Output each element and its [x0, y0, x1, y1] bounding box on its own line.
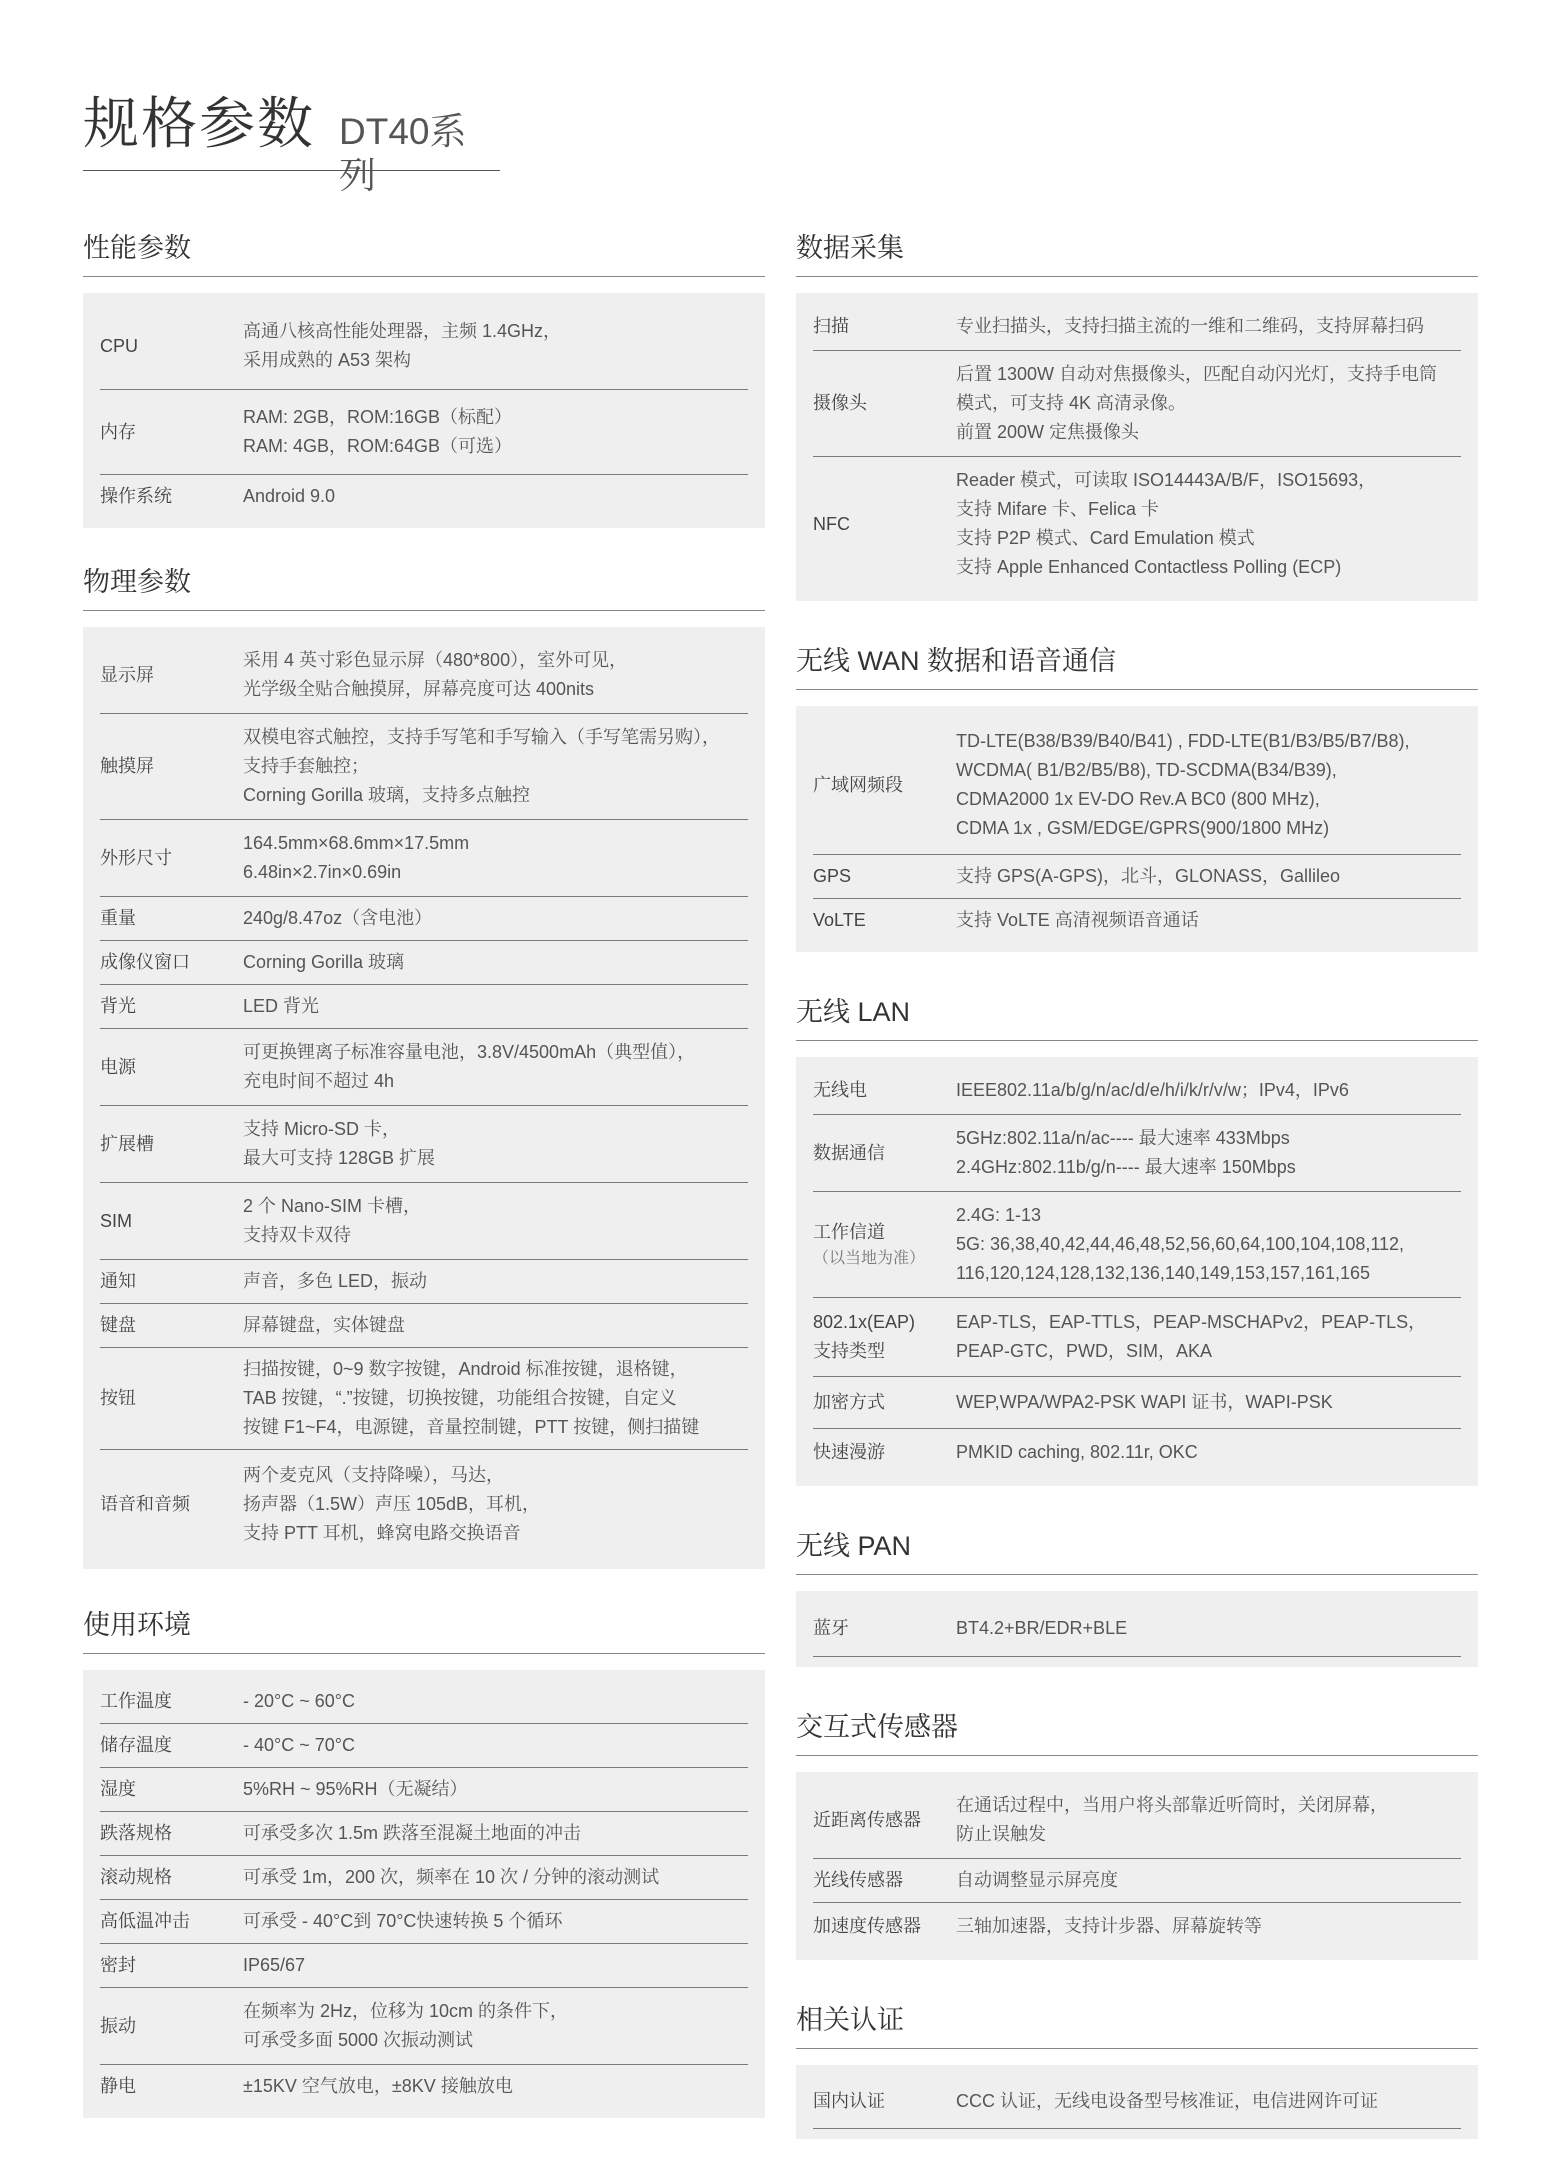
spec-value	[956, 906, 1461, 935]
spec-label-text: NFC	[813, 513, 850, 534]
spec-row	[100, 897, 748, 941]
spec-table	[796, 1057, 1478, 1486]
spec-value-line: 扬声器（1.5W）声压 105dB，耳机，	[243, 1494, 541, 1514]
spec-label	[813, 389, 956, 418]
spec-label	[813, 1139, 956, 1168]
spec-label	[813, 1806, 956, 1835]
spec-label	[100, 752, 243, 781]
spec-row	[100, 303, 748, 390]
spec-value	[956, 1866, 1461, 1895]
spec-value-line: 支持手套触控；	[243, 756, 369, 776]
spec-value	[956, 1124, 1461, 1182]
spec-value	[243, 1038, 748, 1096]
spec-label	[100, 1863, 243, 1892]
spec-value-line: 最大可支持 128GB 扩展	[243, 1148, 436, 1168]
spec-value	[243, 2072, 748, 2101]
spec-label-text: 光线传感器	[813, 1870, 903, 1890]
spec-row	[100, 714, 748, 820]
spec-value-line: LED 背光	[243, 996, 320, 1016]
spec-label-text: 无线电	[813, 1080, 867, 1100]
spec-value-line: 按键 F1~F4，电源键，音量控制键，PTT 按键，侧扫描键	[243, 1417, 700, 1437]
section-title: 相关认证	[796, 2002, 1478, 2049]
spec-value	[956, 1438, 1461, 1467]
spec-label	[100, 1907, 243, 1936]
spec-row	[100, 1680, 748, 1724]
spec-value-line: 支持 Mifare 卡、Felica 卡	[956, 499, 1160, 519]
spec-value-line: 支持 PTT 耳机，蜂窝电路交换语音	[243, 1523, 521, 1543]
spec-label-note: （以当地为准）	[813, 1250, 926, 1267]
spec-label-text: 重量	[100, 908, 136, 928]
spec-row	[100, 1856, 748, 1900]
spec-value-line: 116,120,124,128,132,136,140,149,153,157,161,165	[956, 1263, 1371, 1283]
spec-value-line: 双模电容式触控，支持手写笔和手写输入（手写笔需另购），	[243, 727, 720, 747]
spec-value-line: Android 9.0	[243, 486, 336, 506]
spec-value	[243, 1311, 748, 1340]
spec-value-line: CDMA 1x , GSM/EDGE/GPRS(900/1800 MHz)	[956, 818, 1330, 838]
spec-value-line: EAP-TLS，EAP-TTLS，PEAP-MSCHAPv2，PEAP-TLS，	[956, 1312, 1427, 1332]
spec-label-text: 扩展槽	[100, 1133, 154, 1154]
spec-label-text: 通知	[100, 1271, 136, 1291]
spec-label-text: CPU	[100, 335, 139, 356]
spec-value-line: WCDMA( B1/B2/B5/B8), TD-SCDMA(B34/B39),	[956, 760, 1337, 780]
spec-value	[243, 317, 748, 375]
spec-table	[83, 1670, 765, 2118]
spec-value	[243, 482, 748, 511]
spec-value-line: 支持 Apple Enhanced Contactless Polling (ECP)	[956, 557, 1342, 577]
spec-label	[100, 1951, 243, 1980]
section-title: 无线 PAN	[796, 1528, 1478, 1575]
spec-row	[813, 1859, 1461, 1903]
spec-value-line: 后置 1300W 自动对焦摄像头，匹配自动闪光灯，支持手电筒	[956, 364, 1438, 384]
spec-value	[243, 1267, 748, 1296]
section-title: 交互式传感器	[796, 1709, 1478, 1756]
spec-row	[813, 351, 1461, 457]
spec-table	[796, 1772, 1478, 1960]
spec-label-text: 按钮	[100, 1388, 136, 1408]
spec-label	[100, 992, 243, 1021]
spec-value	[956, 1201, 1461, 1288]
spec-label	[100, 1267, 243, 1296]
section-title: 物理参数	[83, 564, 765, 611]
spec-row	[100, 1106, 748, 1183]
section-left-1	[83, 564, 765, 1569]
spec-value-line: TD-LTE(B38/B39/B40/B41) , FDD-LTE(B1/B3/B5/B7/B8),	[956, 731, 1410, 751]
spec-row	[100, 390, 748, 475]
spec-label-text: 加速度传感器	[813, 1916, 921, 1936]
spec-value-line: 防止误触发	[956, 1824, 1046, 1844]
spec-value	[243, 1775, 748, 1804]
section-left-2	[83, 1607, 765, 2118]
spec-row	[813, 1115, 1461, 1192]
spec-value	[956, 1308, 1461, 1366]
spec-row	[100, 1724, 748, 1768]
spec-value-line: 可承受 - 40°C到 70°C快速转换 5 个循环	[243, 1911, 563, 1931]
spec-value-line: 2.4GHz:802.11b/g/n---- 最大速率 150Mbps	[956, 1157, 1296, 1177]
section-title: 性能参数	[83, 230, 765, 277]
spec-value-line: 充电时间不超过 4h	[243, 1071, 395, 1091]
section-right-1	[796, 643, 1478, 952]
spec-label-text: 摄像头	[813, 393, 867, 413]
spec-value	[243, 1115, 748, 1173]
spec-value-line: CDMA2000 1x EV-DO Rev.A BC0 (800 MHz),	[956, 789, 1320, 809]
spec-label-text: 近距离传感器	[813, 1809, 921, 1830]
spec-row	[100, 1900, 748, 1944]
spec-row	[100, 475, 748, 518]
spec-table	[796, 1591, 1478, 1667]
spec-label	[813, 1614, 956, 1643]
spec-label-text: VoLTE	[813, 910, 866, 930]
spec-label	[100, 661, 243, 690]
spec-value	[956, 862, 1461, 891]
spec-value	[956, 1912, 1461, 1941]
spec-value-line: 5G: 36,38,40,42,44,46,48,52,56,60,64,100,104,108,112,	[956, 1234, 1405, 1254]
spec-value	[243, 1997, 748, 2055]
spec-value	[956, 360, 1461, 447]
spec-label-text: 工作信道	[813, 1222, 885, 1242]
section-title: 无线 WAN 数据和语音通信	[796, 643, 1478, 690]
spec-label-text: 成像仪窗口	[100, 952, 190, 972]
spec-value-line: 光学级全贴合触摸屏，屏幕亮度可达 400nits	[243, 679, 595, 699]
left-column	[83, 230, 765, 2118]
section-right-5	[796, 2002, 1478, 2139]
spec-row	[813, 716, 1461, 855]
spec-label	[813, 2087, 956, 2116]
page-header	[83, 92, 500, 196]
spec-value	[243, 1819, 748, 1848]
spec-label-text: 密封	[100, 1955, 136, 1975]
spec-value-line: 支持双卡双待	[243, 1225, 351, 1245]
spec-value-line: IEEE802.11a/b/g/n/ac/d/e/h/i/k/r/v/w；IPv4，IPv6	[956, 1080, 1349, 1100]
page-title: 规格参数	[83, 92, 315, 155]
spec-label-text: 快速漫游	[813, 1442, 885, 1462]
spec-value	[243, 1951, 748, 1980]
spec-label-text: 高低温冲击	[100, 1911, 190, 1931]
section-right-0	[796, 230, 1478, 601]
spec-label-text: 电源	[100, 1056, 136, 1077]
spec-value-line: 5GHz:802.11a/n/ac---- 最大速率 433Mbps	[956, 1128, 1290, 1148]
section-title: 使用环境	[83, 1607, 765, 1654]
spec-value	[956, 727, 1461, 843]
spec-value	[243, 829, 748, 887]
spec-label-text: 跌落规格	[100, 1823, 172, 1843]
spec-label-text: 加密方式	[813, 1392, 885, 1412]
spec-label	[100, 1053, 243, 1082]
spec-value-line: WEP,WPA/WPA2-PSK WAPI 证书，WAPI-PSK	[956, 1392, 1333, 1412]
spec-table	[796, 706, 1478, 952]
spec-row	[813, 1067, 1461, 1115]
section-left-0	[83, 230, 765, 528]
spec-value-line: IP65/67	[243, 1955, 306, 1975]
spec-label-text-2: 支持类型	[813, 1341, 885, 1361]
spec-value-line: 2.4G: 1-13	[956, 1205, 1042, 1225]
spec-value-line: Corning Gorilla 玻璃，支持多点触控	[243, 785, 531, 805]
spec-value-line: ±15KV 空气放电，±8KV 接触放电	[243, 2076, 513, 2096]
spec-value	[243, 904, 748, 933]
spec-value-line: 可更换锂离子标准容量电池，3.8V/4500mAh（典型值），	[243, 1042, 696, 1062]
spec-value-line: 5%RH ~ 95%RH（无凝结）	[243, 1779, 468, 1799]
spec-value	[956, 1614, 1461, 1643]
spec-row	[813, 303, 1461, 351]
spec-label-text: 802.1x(EAP)	[813, 1312, 916, 1332]
spec-label-text: 内存	[100, 421, 136, 442]
spec-value-line: PEAP-GTC，PWD，SIM，AKA	[956, 1341, 1213, 1361]
spec-value-line: 在通话过程中，当用户将头部靠近听筒时，关闭屏幕，	[956, 1795, 1388, 1815]
spec-value	[243, 403, 748, 461]
spec-label	[100, 2072, 243, 2101]
spec-value-line: 支持 P2P 模式、Card Emulation 模式	[956, 528, 1255, 548]
spec-label-text: 显示屏	[100, 664, 154, 685]
spec-value	[243, 948, 748, 977]
spec-value-line: - 40°C ~ 70°C	[243, 1735, 355, 1755]
spec-label	[100, 1819, 243, 1848]
spec-value	[243, 1863, 748, 1892]
spec-table	[83, 293, 765, 528]
spec-value-line: 在频率为 2Hz，位移为 10cm 的条件下，	[243, 2001, 569, 2021]
spec-row	[100, 985, 748, 1029]
spec-value	[956, 1388, 1461, 1417]
spec-value-line: 采用成熟的 A53 架构	[243, 350, 412, 370]
section-title: 无线 LAN	[796, 994, 1478, 1041]
spec-label-text: 外形尺寸	[100, 847, 172, 868]
spec-label	[813, 312, 956, 341]
spec-row	[813, 855, 1461, 899]
spec-label-text: 数据通信	[813, 1142, 885, 1163]
spec-label	[813, 906, 956, 935]
spec-label	[813, 862, 956, 891]
spec-label	[100, 1384, 243, 1413]
spec-row	[100, 1812, 748, 1856]
spec-label	[100, 1311, 243, 1340]
spec-value-line: 专业扫描头，支持扫描主流的一维和二维码，支持屏幕扫码	[956, 316, 1424, 336]
spec-label-text: 湿度	[100, 1779, 136, 1799]
spec-value	[243, 992, 748, 1021]
spec-label	[813, 1308, 956, 1366]
spec-value-line: TAB 按键，“.”按键，切换按键，功能组合按键，自定义	[243, 1388, 677, 1408]
spec-label	[100, 482, 243, 511]
spec-row	[813, 2075, 1461, 2129]
spec-value-line: 模式，可支持 4K 高清录像。	[956, 393, 1187, 413]
section-right-4	[796, 1709, 1478, 1960]
spec-value	[956, 1076, 1461, 1105]
spec-value-line: 支持 Micro-SD 卡，	[243, 1119, 400, 1139]
spec-label	[813, 1218, 956, 1271]
spec-table	[796, 2065, 1478, 2139]
spec-value	[243, 1461, 748, 1548]
spec-label-text: 滚动规格	[100, 1867, 172, 1887]
spec-label-text: 背光	[100, 996, 136, 1016]
spec-value-line: 前置 200W 定焦摄像头	[956, 422, 1140, 442]
spec-value	[243, 1687, 748, 1716]
spec-table	[796, 293, 1478, 601]
spec-value-line: 可承受多面 5000 次振动测试	[243, 2030, 474, 2050]
spec-value-line: 声音，多色 LED，振动	[243, 1271, 428, 1291]
spec-value-line: 2 个 Nano-SIM 卡槽，	[243, 1196, 422, 1216]
spec-value	[243, 1731, 748, 1760]
spec-label	[100, 904, 243, 933]
spec-value-line: CCC 认证，无线电设备型号核准证，电信进网许可证	[956, 2091, 1378, 2111]
spec-label	[100, 1490, 243, 1519]
spec-value	[243, 1907, 748, 1936]
spec-label-text: 工作温度	[100, 1691, 172, 1711]
spec-label-text: 国内认证	[813, 2091, 885, 2111]
spec-value-line: 自动调整显示屏亮度	[956, 1870, 1118, 1890]
spec-row	[100, 1183, 748, 1260]
spec-row	[813, 1192, 1461, 1298]
spec-label-text: 触摸屏	[100, 756, 154, 776]
spec-value	[956, 2087, 1461, 2116]
spec-table	[83, 627, 765, 1569]
spec-row	[813, 1601, 1461, 1657]
right-column	[796, 230, 1478, 2139]
spec-row	[813, 1429, 1461, 1476]
spec-label	[100, 332, 243, 361]
spec-value-line: Reader 模式，可读取 ISO14443A/B/F，ISO15693，	[956, 470, 1377, 490]
spec-value	[243, 1192, 748, 1250]
spec-label-text: 振动	[100, 2015, 136, 2036]
spec-row	[100, 1348, 748, 1450]
spec-row	[100, 1768, 748, 1812]
spec-value-line: 高通八核高性能处理器，主频 1.4GHz，	[243, 321, 562, 341]
spec-row	[813, 1377, 1461, 1429]
spec-label	[100, 418, 243, 447]
spec-value-line: - 20°C ~ 60°C	[243, 1691, 355, 1711]
spec-label-text: 语音和音频	[100, 1494, 190, 1514]
spec-row	[100, 1029, 748, 1106]
spec-value-line: RAM: 4GB，ROM:64GB（可选）	[243, 436, 513, 456]
spec-value-line: 三轴加速器，支持计步器、屏幕旋转等	[956, 1916, 1262, 1936]
spec-value-line: 两个麦克风（支持降噪），马达，	[243, 1465, 504, 1485]
page-subtitle: DT40系列	[339, 111, 467, 196]
spec-row	[100, 1450, 748, 1559]
spec-label-text: 键盘	[100, 1315, 136, 1335]
spec-label-text: 广域网频段	[813, 774, 903, 795]
spec-label	[100, 2012, 243, 2041]
spec-value-line: Corning Gorilla 玻璃	[243, 952, 405, 972]
spec-row	[100, 1988, 748, 2065]
spec-value-line: 支持 GPS(A-GPS)，北斗，GLONASS，Gallileo	[956, 866, 1341, 886]
spec-label-text: 蓝牙	[813, 1618, 849, 1638]
spec-row	[100, 820, 748, 897]
spec-label	[100, 1130, 243, 1159]
spec-value	[243, 1355, 748, 1442]
spec-label	[100, 948, 243, 977]
spec-row	[100, 1304, 748, 1348]
spec-label	[813, 1866, 956, 1895]
spec-value	[956, 466, 1461, 582]
spec-label	[100, 1731, 243, 1760]
spec-value-line: 6.48in×2.7in×0.69in	[243, 862, 402, 882]
spec-label-text: 扫描	[813, 316, 849, 336]
section-right-2	[796, 994, 1478, 1486]
spec-value-line: 扫描按键，0~9 数字按键，Android 标准按键，退格键，	[243, 1359, 688, 1379]
spec-row	[813, 1298, 1461, 1377]
spec-value-line: 240g/8.47oz（含电池）	[243, 908, 433, 928]
spec-value	[243, 646, 748, 704]
spec-label-text: GPS	[813, 866, 852, 886]
spec-value-line: 可承受多次 1.5m 跌落至混凝土地面的冲击	[243, 1823, 582, 1843]
section-title: 数据采集	[796, 230, 1478, 277]
spec-row	[100, 941, 748, 985]
spec-label-text: 储存温度	[100, 1735, 172, 1755]
section-right-3	[796, 1528, 1478, 1667]
spec-row	[100, 1944, 748, 1988]
spec-label	[813, 1388, 956, 1417]
spec-value-line: PMKID caching, 802.11r, OKC	[956, 1442, 1198, 1462]
spec-label	[100, 1775, 243, 1804]
spec-value-line: 164.5mm×68.6mm×17.5mm	[243, 833, 470, 853]
spec-label	[813, 510, 956, 539]
spec-value	[243, 723, 748, 810]
spec-label	[100, 844, 243, 873]
spec-row	[100, 637, 748, 714]
spec-label	[813, 1076, 956, 1105]
spec-row	[813, 1782, 1461, 1859]
spec-label	[100, 1687, 243, 1716]
spec-row	[813, 1903, 1461, 1950]
spec-label-text: 静电	[100, 2076, 136, 2096]
spec-value	[956, 312, 1461, 341]
spec-label	[100, 1207, 243, 1236]
spec-value-line: BT4.2+BR/EDR+BLE	[956, 1618, 1128, 1638]
spec-label	[813, 1438, 956, 1467]
spec-value	[956, 1791, 1461, 1849]
spec-label-text: 操作系统	[100, 486, 172, 506]
spec-value-line: 屏幕键盘，实体键盘	[243, 1315, 405, 1335]
spec-label-text: SIM	[100, 1210, 133, 1231]
spec-value-line: 采用 4 英寸彩色显示屏（480*800），室外可见，	[243, 650, 628, 670]
spec-value-line: 支持 VoLTE 高清视频语音通话	[956, 910, 1199, 930]
spec-row	[100, 1260, 748, 1304]
spec-row	[100, 2065, 748, 2108]
spec-label	[813, 1912, 956, 1941]
spec-row	[813, 899, 1461, 942]
spec-label	[813, 771, 956, 800]
spec-value-line: 可承受 1m，200 次，频率在 10 次 / 分钟的滚动测试	[243, 1867, 660, 1887]
spec-row	[813, 457, 1461, 591]
spec-value-line: RAM: 2GB，ROM:16GB（标配）	[243, 407, 513, 427]
